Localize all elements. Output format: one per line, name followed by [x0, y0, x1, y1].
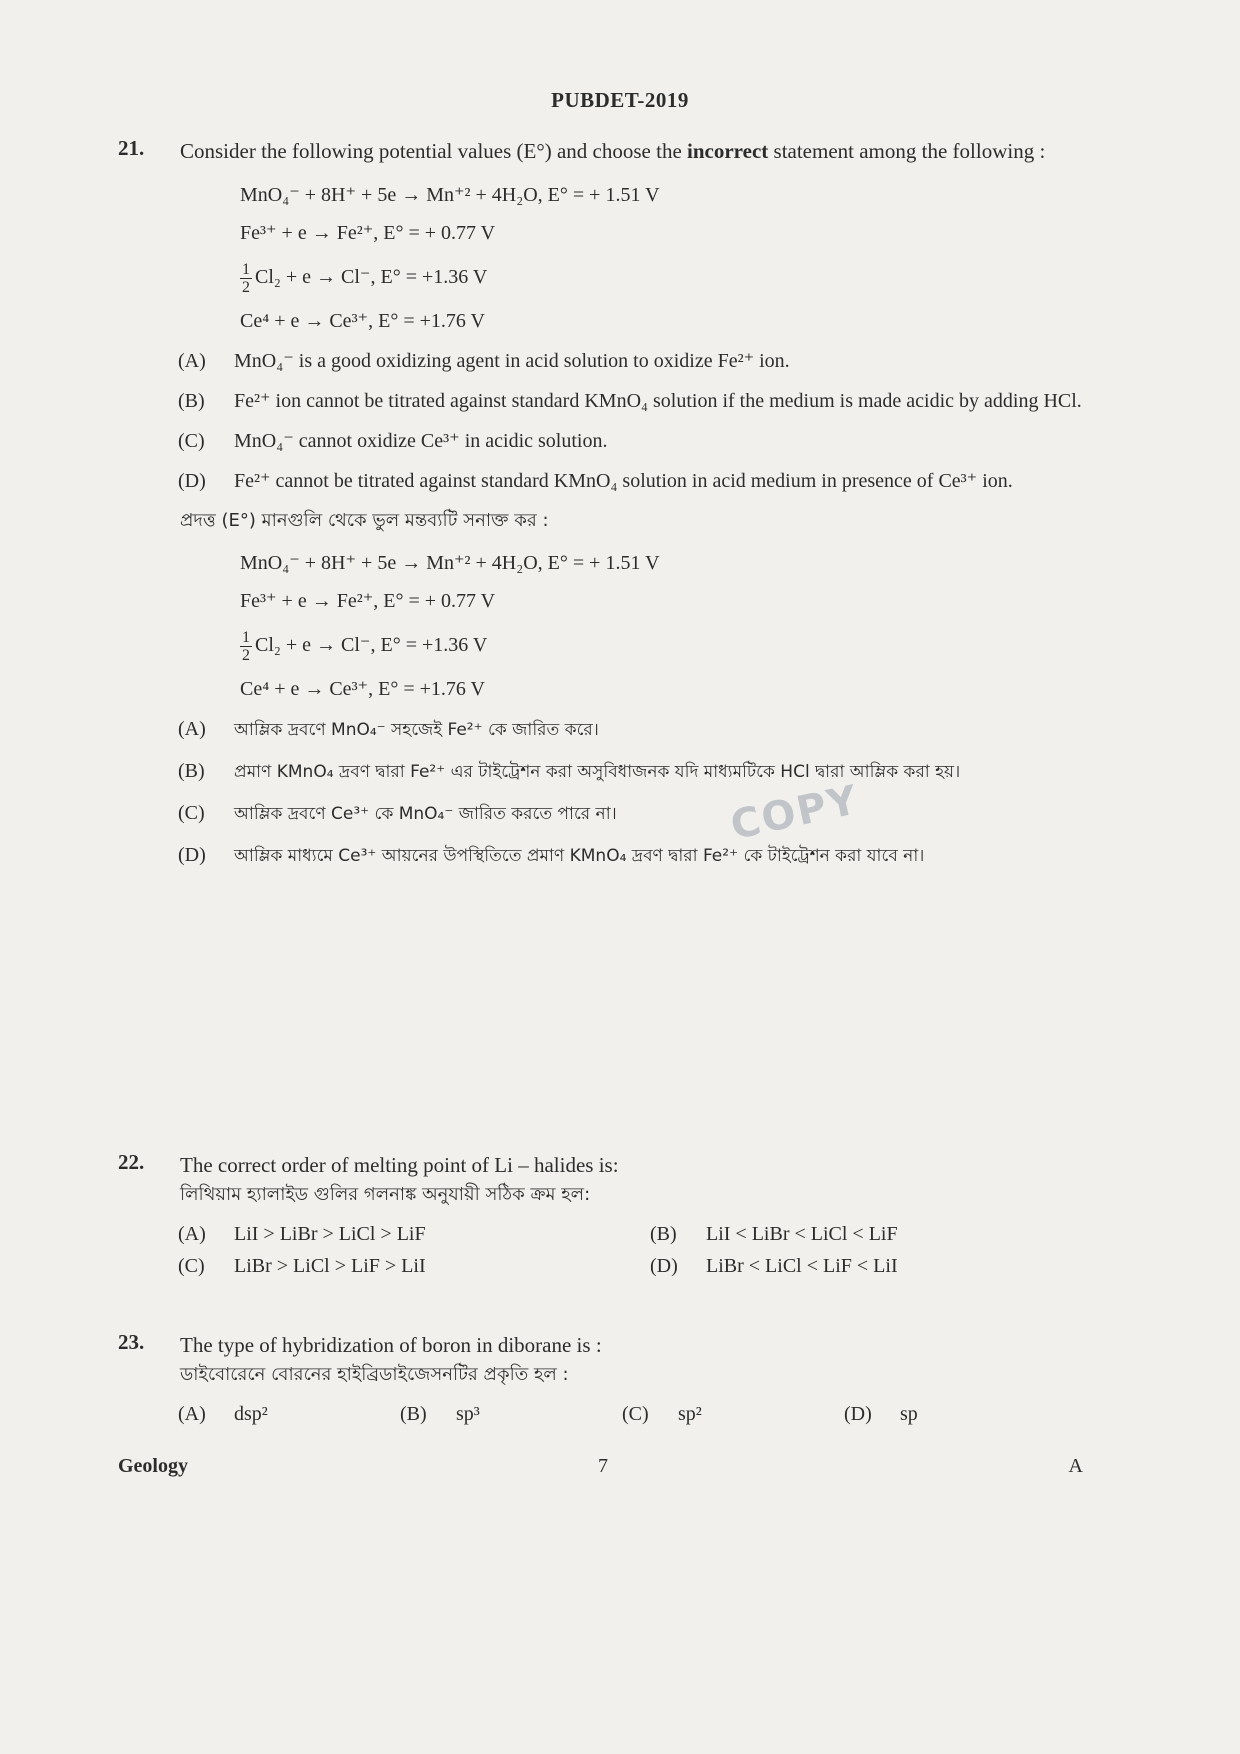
question-number: 23. — [118, 1330, 145, 1354]
question-23 — [118, 1330, 1083, 1430]
fraction-half: $\frac{1}{2}$ — [242, 628, 250, 664]
equation: MnO₄⁻ + 8H⁺ + 5e → Mn⁺² + 4H₂O, E° = + 1.51 V — [240, 552, 660, 574]
option-a[interactable]: (A) MnO₄⁻ is a good oxidizing agent in acid solution to oxidize Fe²⁺ ion. — [178, 350, 790, 372]
question-22 — [118, 1150, 1083, 1282]
copy-stamp: COPY — [726, 777, 864, 849]
equation: Ce⁴ + e → Ce³⁺, E° = +1.76 V — [240, 310, 485, 332]
option-c[interactable]: (C) sp² — [622, 1403, 702, 1425]
option-d-bn[interactable]: (D) আম্লিক মাধ্যমে Ce³⁺ আয়নের উপস্থিতিতে প্রমাণ KMnO₄ দ্রবণ দ্বারা Fe²⁺ কে টাইট্রেশন করা যাবে না। — [178, 844, 925, 866]
page-number: 7 — [598, 1455, 608, 1477]
equation: MnO₄⁻ + 8H⁺ + 5e → Mn⁺² + 4H₂O, E° = + 1.51 V — [240, 184, 660, 206]
option-b[interactable]: (B) sp³ — [400, 1403, 480, 1425]
equations-en — [240, 176, 1083, 340]
question-stem-en: The correct order of melting point of Li – halides is: — [180, 1153, 619, 1177]
question-stem-en: The type of hybridization of boron in diborane is : — [180, 1333, 602, 1357]
fraction-half: $\frac{1}{2}$ — [242, 260, 250, 296]
set-code: A — [1068, 1455, 1083, 1477]
equations-bn — [240, 544, 1083, 708]
equation: $\frac{1}{2}$ Cl₂ + e → Cl⁻, E° = +1.36 V — [242, 628, 488, 664]
equation: Fe³⁺ + e → Fe²⁺, E° = + 0.77 V — [240, 222, 496, 244]
question-21 — [118, 136, 1083, 882]
option-b-bn[interactable]: (B) প্রমাণ KMnO₄ দ্রবণ দ্বারা Fe²⁺ এর টাইট্রেশন করা অসুবিধাজনক যদি মাধ্যমটিকে HCl দ্বারা আম্লিক করা হয়। — [178, 760, 961, 782]
question-stem-bn: ডাইবোরেনে বোরনের হাইব্রিডাইজেসনটির প্রকৃতি হল : — [180, 1364, 569, 1385]
equation: $\frac{1}{2}$ Cl₂ + e → Cl⁻, E° = +1.36 V — [242, 260, 488, 296]
option-d[interactable]: (D) Fe²⁺ cannot be titrated against standard KMnO₄ solution in acid medium in presence of Ce³⁺ ion. — [178, 470, 1013, 492]
option-c[interactable]: (C) LiBr > LiCl > LiF > LiI — [178, 1255, 426, 1277]
option-d[interactable]: (D) LiBr < LiCl < LiF < LiI — [650, 1255, 898, 1277]
option-c-bn[interactable]: (C) আম্লিক দ্রবণে Ce³⁺ কে MnO₄⁻ জারিত করতে পারে না। — [178, 802, 617, 824]
options-row — [178, 1398, 1083, 1430]
question-stem-bn: লিথিয়াম হ্যালাইড গুলির গলনাঙ্ক অনুযায়ী সঠিক ক্রম হল: — [180, 1184, 591, 1205]
option-b[interactable]: (B) LiI < LiBr < LiCl < LiF — [650, 1223, 898, 1245]
question-stem-bn: প্রদত্ত (E°) মানগুলি থেকে ভুল মন্তব্যটি সনাক্ত কর : — [180, 510, 549, 531]
question-stem-en: Consider the following potential values (E°) and choose the incorrect statement among the following : — [180, 139, 1046, 163]
option-d[interactable]: (D) sp — [844, 1403, 918, 1425]
option-a[interactable]: (A) LiI > LiBr > LiCl > LiF — [178, 1223, 426, 1245]
exam-header: PUBDET-2019 — [551, 88, 689, 112]
option-c[interactable]: (C) MnO₄⁻ cannot oxidize Ce³⁺ in acidic solution. — [178, 430, 608, 452]
subject-label: Geology — [118, 1455, 188, 1477]
question-number: 21. — [118, 136, 145, 160]
equation: Ce⁴ + e → Ce³⁺, E° = +1.76 V — [240, 678, 485, 700]
option-a-bn[interactable]: (A) আম্লিক দ্রবণে MnO₄⁻ সহজেই Fe²⁺ কে জারিত করে। — [178, 718, 599, 740]
question-number: 22. — [118, 1150, 145, 1174]
options-grid — [178, 1218, 1083, 1282]
option-b[interactable]: (B) Fe²⁺ ion cannot be titrated against standard KMnO₄ solution if the medium is made acidic by adding HCl. — [178, 390, 1082, 412]
equation: Fe³⁺ + e → Fe²⁺, E° = + 0.77 V — [240, 590, 496, 612]
option-a[interactable]: (A) dsp² — [178, 1403, 268, 1425]
